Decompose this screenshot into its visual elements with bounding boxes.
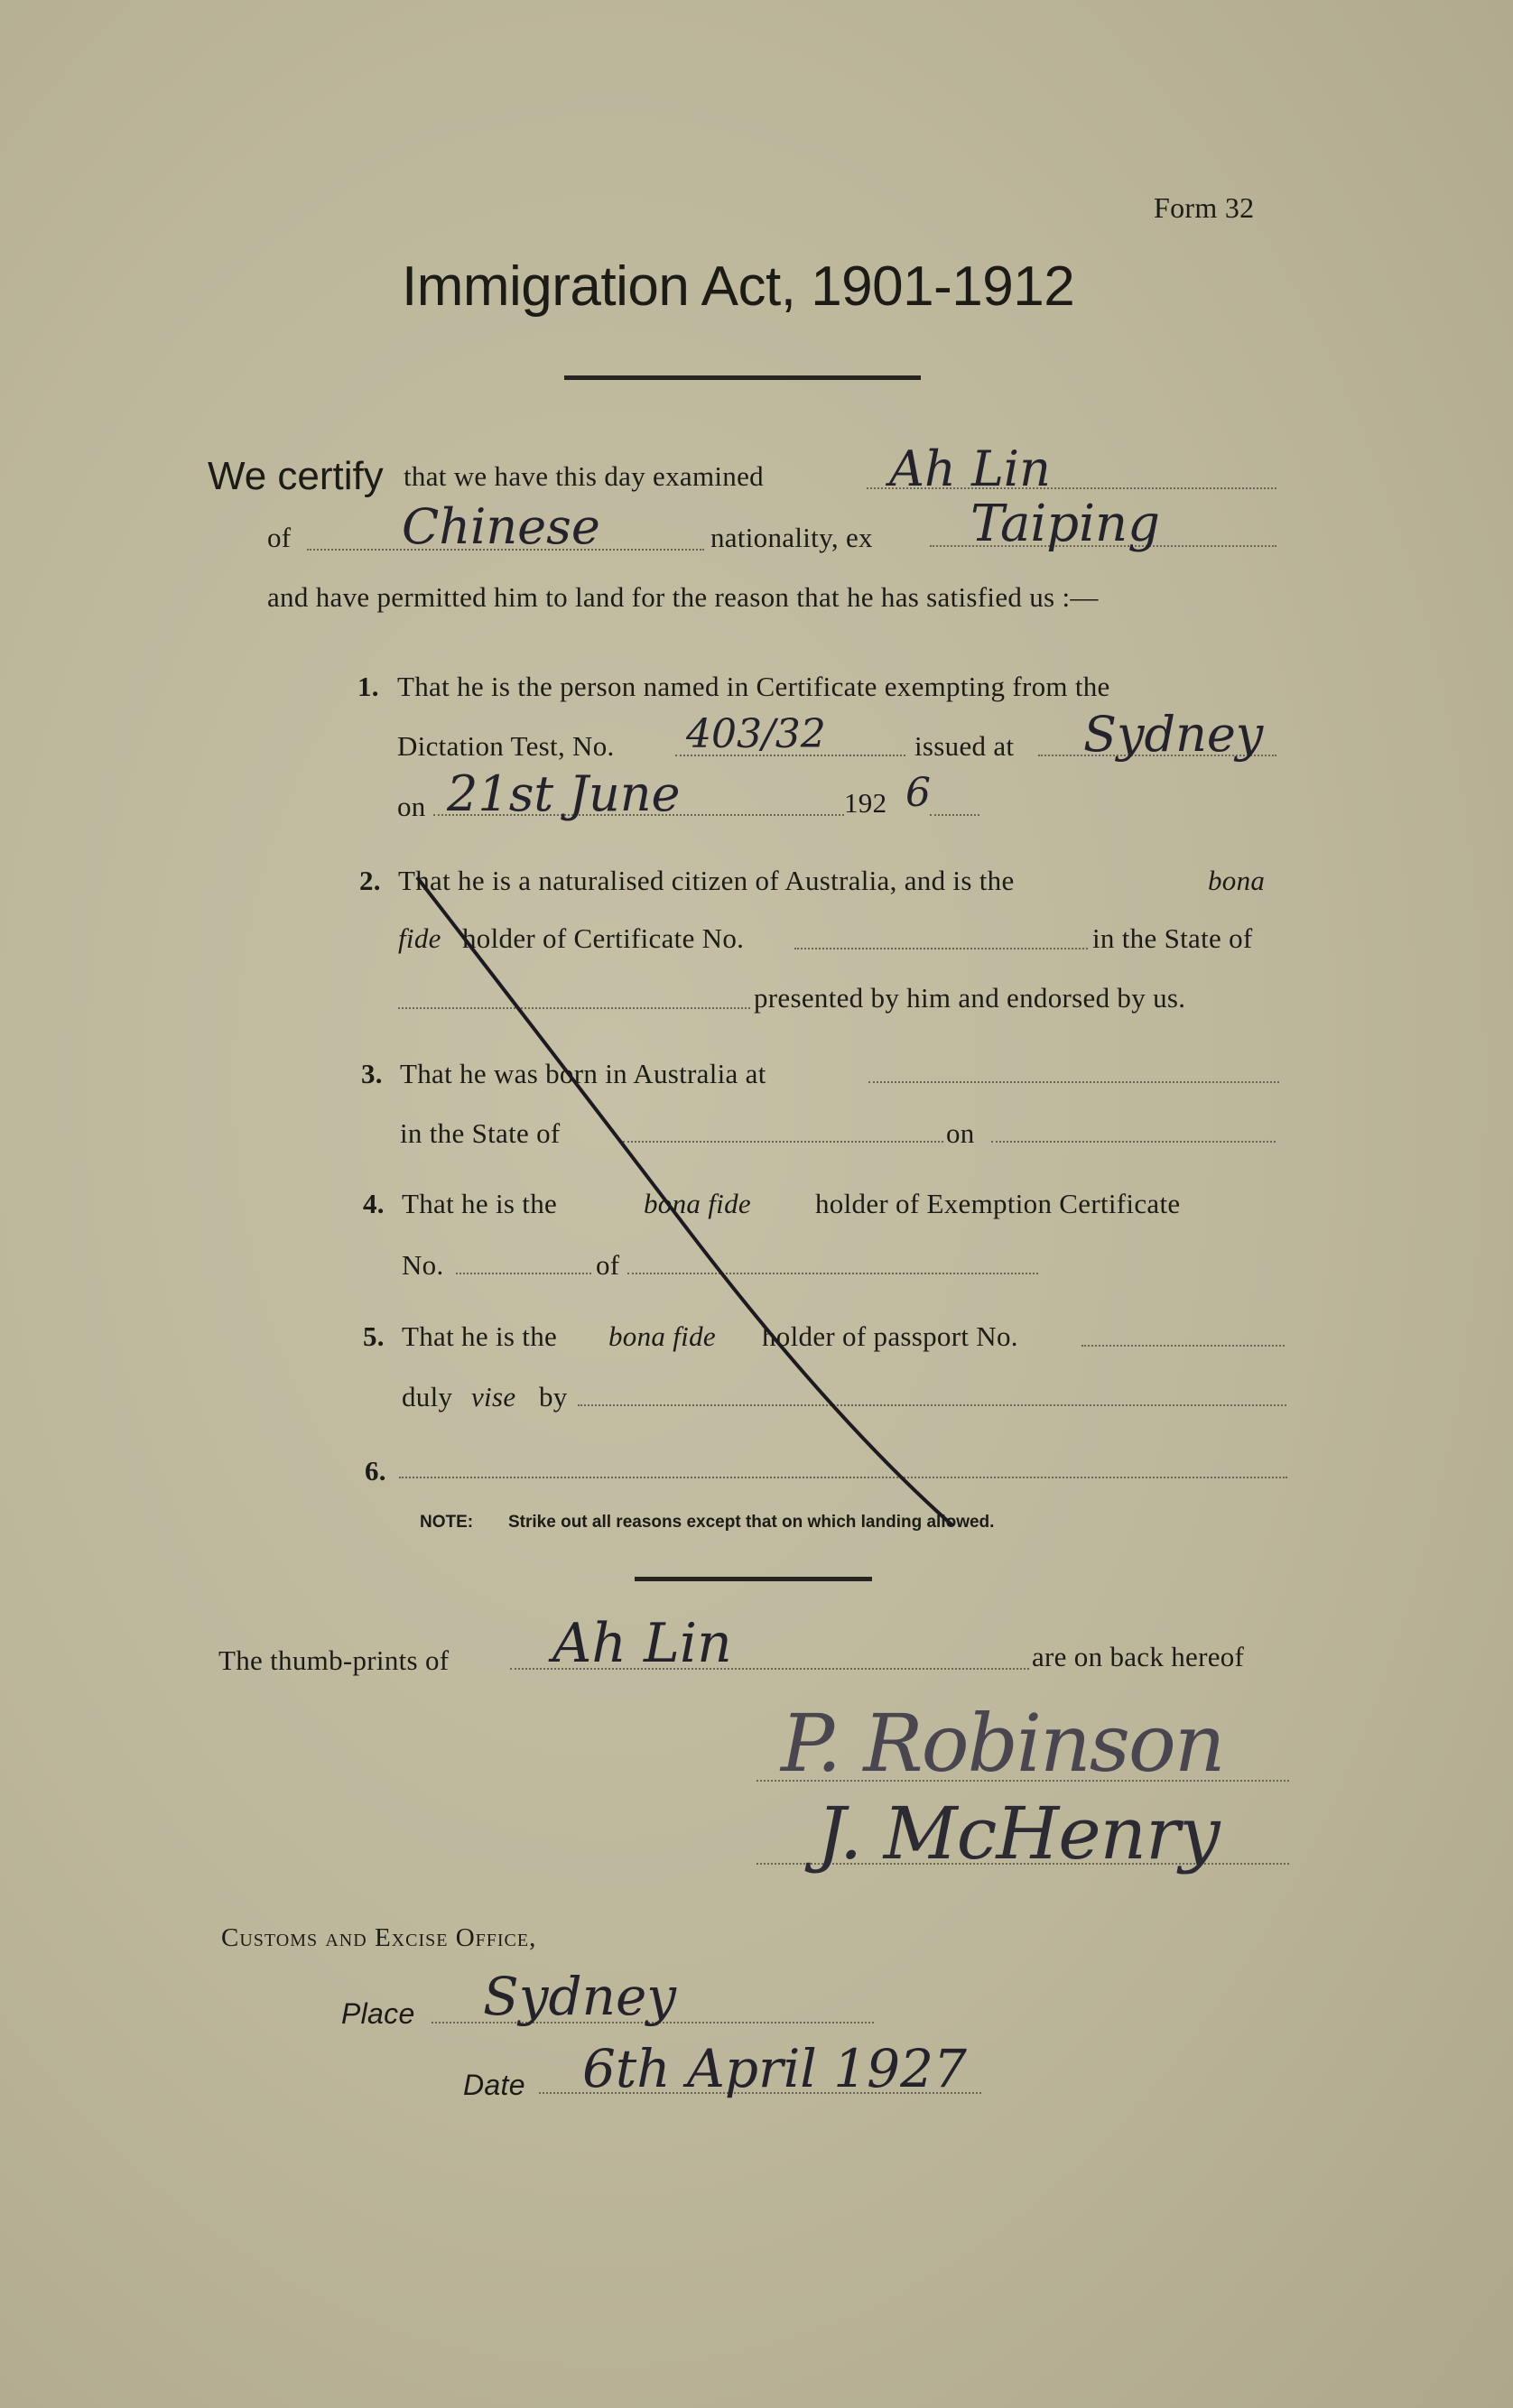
reason-4-text-a1: That he is the (402, 1188, 558, 1219)
reason-1-on: on (397, 791, 426, 822)
reason-2-text-c: presented by him and endorsed by us. (754, 982, 1186, 1014)
reason-2-text-b3: in the State of (1092, 922, 1253, 954)
thumb-name: Ah Lin (552, 1612, 732, 1675)
nationality-label: nationality, ex (710, 522, 873, 553)
reason-3-number: 3. (361, 1058, 383, 1089)
office-heading: Customs and Excise Office, (221, 1923, 537, 1952)
reason-4-text-a2: bona fide (644, 1188, 751, 1219)
reason-4-text-a3: holder of Exemption Certificate (815, 1188, 1181, 1219)
reason-3-text-b: in the State of (400, 1117, 561, 1149)
date-label: Date (463, 2069, 525, 2101)
issued-year-suffix: 6 (905, 770, 931, 816)
strike-line (417, 877, 952, 1525)
cert-no: 403/32 (686, 711, 826, 757)
thumb-suffix: are on back hereof (1032, 1641, 1245, 1672)
reason-5-text-a1: That he is the (402, 1320, 558, 1352)
form-number: Form 32 (1154, 191, 1255, 224)
reason-5-number: 5. (363, 1320, 385, 1352)
reason-5-text-b2: vise (471, 1381, 516, 1412)
issued-place: Sydney (1083, 706, 1264, 763)
certify-text-2: and have permitted him to land for the reason that he has satisfied us :— (267, 581, 1099, 613)
reason-5-text-a2: bona fide (608, 1320, 716, 1352)
issued-date: 21st June (447, 765, 681, 822)
of-label: of (267, 522, 292, 553)
date-value: 6th April 1927 (582, 2038, 967, 2099)
reason-1-number: 1. (357, 671, 379, 702)
reason-4-number: 4. (363, 1188, 385, 1219)
act-title: Immigration Act, 1901-1912 (402, 255, 1075, 318)
reason-5-text-b3: by (539, 1381, 568, 1412)
issued-at-label: issued at (914, 730, 1015, 762)
thumb-prefix: The thumb-prints of (218, 1644, 450, 1676)
signature-1: P. Robinson (781, 1697, 1224, 1790)
reason-2-text-b1: fide (398, 922, 441, 954)
reason-5-text-b1: duly (402, 1381, 453, 1412)
reason-2-text-b2: holder of Certificate No. (462, 922, 745, 954)
ship-name: Taiping (970, 495, 1160, 553)
reason-4-of: of (596, 1249, 620, 1281)
nationality-value: Chinese (402, 498, 600, 555)
reason-2-number: 2. (359, 865, 381, 896)
examined-name: Ah Lin (889, 440, 1051, 497)
reason-1-text-a: That he is the person named in Certificate exempting from the (397, 671, 1110, 702)
reason-3-text-a: That he was born in Australia at (400, 1058, 766, 1089)
reason-2-text-a1: That he is a naturalised citizen of Australia, and is the (398, 865, 1015, 896)
place-value: Sydney (483, 1966, 677, 2027)
certify-text-1: that we have this day examined (404, 460, 764, 492)
note-label: NOTE: (420, 1513, 474, 1532)
reason-3-on: on (946, 1117, 975, 1149)
reason-5-text-a3: holder of passport No. (762, 1320, 1018, 1352)
reason-4-no: No. (402, 1249, 444, 1281)
reason-2-text-a2: bona (1208, 865, 1266, 896)
note-text: Strike out all reasons except that on which landing allowed. (508, 1513, 995, 1532)
reason-6-number: 6. (365, 1455, 386, 1486)
signature-2: J. McHenry (817, 1792, 1220, 1875)
place-label: Place (341, 1997, 415, 2030)
issued-year-prefix: 192 (844, 787, 887, 819)
reason-1-text-b: Dictation Test, No. (397, 730, 615, 762)
certify-lead: We certify (208, 454, 384, 498)
